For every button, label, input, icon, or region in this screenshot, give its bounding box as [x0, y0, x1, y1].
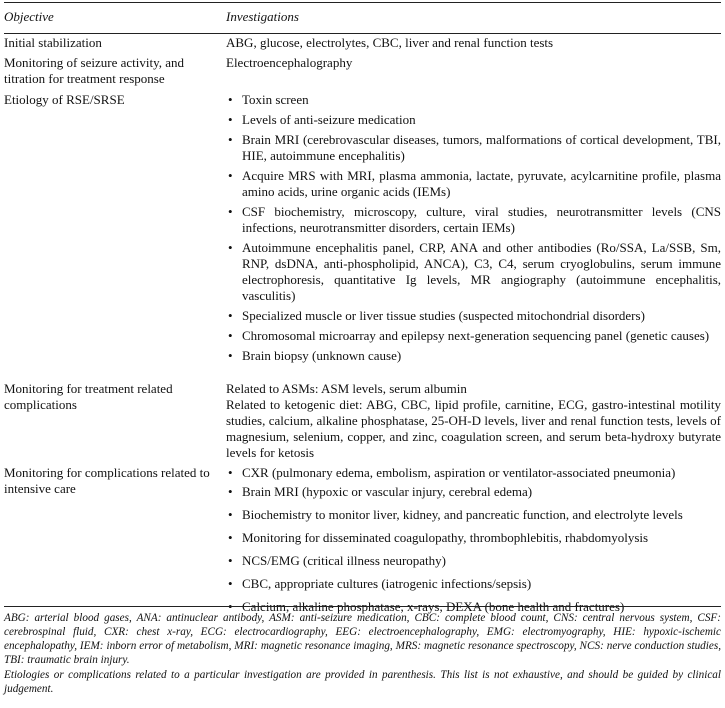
list-item: • Levels of anti-seizure medication	[226, 112, 721, 128]
paragraph: Related to ketogenic diet: ABG, CBC, lipid profile, carnitine, ECG, gastro-intestinal motility studies, calcium, alkaline phosphatase, 25-OH-D levels, liver and renal function tests, levels of magnesium, selenium, copper, and zinc, coagulation screen, and serum beta-hydroxy butyrate levels for ketosis	[226, 397, 721, 460]
list-item: • Toxin screen	[226, 92, 721, 108]
list-item: • CXR (pulmonary edema, embolism, aspiration or ventilator-associated pneumonia)	[226, 465, 721, 481]
table-bottom-rule	[4, 606, 721, 607]
list-item: • NCS/EMG (critical illness neuropathy)	[226, 553, 721, 569]
list-item: • Calcium, alkaline phosphatase, x-rays, DEXA (bone health and fractures)	[226, 599, 721, 615]
list-item: • Autoimmune encephalitis panel, CRP, ANA and other antibodies (Ro/SSA, La/SSB, Sm, RNP, dsDNA, anti-phospholipid, ANCA), C3, C4, serum cryoglobulins, serum immune electrophoresis, quantitative Ig levels, MR angiography (autoimmune encephalitis, vasculitis)	[226, 240, 721, 304]
row-investigation-paras	[226, 381, 721, 461]
list-item: • Specialized muscle or liver tissue studies (suspected mitochondrial disorders)	[226, 308, 721, 324]
list-item: • Brain MRI (cerebrovascular diseases, tumors, malformations of cortical development, TBI, HIE, autoimmune encephalitis)	[226, 132, 721, 164]
header-objective: Objective	[4, 9, 54, 24]
row-objective: Initial stabilization	[4, 35, 102, 50]
list-item: • CSF biochemistry, microscopy, culture, viral studies, neurotransmitter levels (CNS infections, neurotransmitter disorders, certain IEMs)	[226, 204, 721, 236]
list-item: • Monitoring for disseminated coagulopathy, thrombophlebitis, rhabdomyolysis	[226, 530, 721, 546]
list-item: • CBC, appropriate cultures (iatrogenic infections/sepsis)	[226, 576, 721, 592]
footnote-note: Etiologies or complications related to a particular investigation are provided in parenthesis. This list is not exhaustive, and should be guided by clinical judgement.	[4, 669, 721, 695]
paragraph: Related to ASMs: ASM levels, serum albumin	[226, 381, 467, 396]
list-item: • Brain biopsy (unknown cause)	[226, 348, 721, 364]
list-item: • Biochemistry to monitor liver, kidney, and pancreatic function, and electrolyte levels	[226, 507, 721, 523]
footnote-abbreviations: ABG: arterial blood gases, ANA: antinuclear antibody, ASM: anti-seizure medication, CBC: complete blood count, CNS: central nervous system, CSF: cerebrospinal fluid, CXR: chest x-ray, ECG: electrocardiography, EEG: electroencephalography, EMG: electromyography, HIE: hypoxic-ischemic encephalopathy, IEM: inborn error of metabolism, MRI: magnetic resonance imaging, MRS: magnetic resonance spectroscopy, NCS: nerve conduction studies, TBI: traumatic brain injury.	[4, 612, 721, 666]
investigations-table	[4, 0, 721, 695]
table-header	[4, 2, 721, 34]
row-objective: Monitoring of seizure activity, and titration for treatment response	[4, 55, 185, 86]
list-item: • Chromosomal microarray and epilepsy next-generation sequencing panel (genetic causes)	[226, 328, 721, 344]
table-footnotes	[4, 611, 721, 696]
row-investigation-list	[226, 465, 721, 615]
list-item: • Brain MRI (hypoxic or vascular injury, cerebral edema)	[226, 484, 721, 500]
row-objective: Monitoring for complications related to intensive care	[4, 465, 210, 496]
row-investigation-list	[226, 92, 721, 364]
row-objective: Etiology of RSE/SRSE	[4, 92, 125, 107]
list-item: • Acquire MRS with MRI, plasma ammonia, lactate, pyruvate, acylcarnitine profile, plasma amino acids, urine organic acids (IEMs)	[226, 168, 721, 200]
header-investigations: Investigations	[226, 9, 299, 24]
row-objective: Monitoring for treatment related complications	[4, 381, 173, 412]
row-investigation: Electroencephalography	[226, 55, 353, 70]
row-investigation: ABG, glucose, electrolytes, CBC, liver and renal function tests	[226, 35, 554, 50]
